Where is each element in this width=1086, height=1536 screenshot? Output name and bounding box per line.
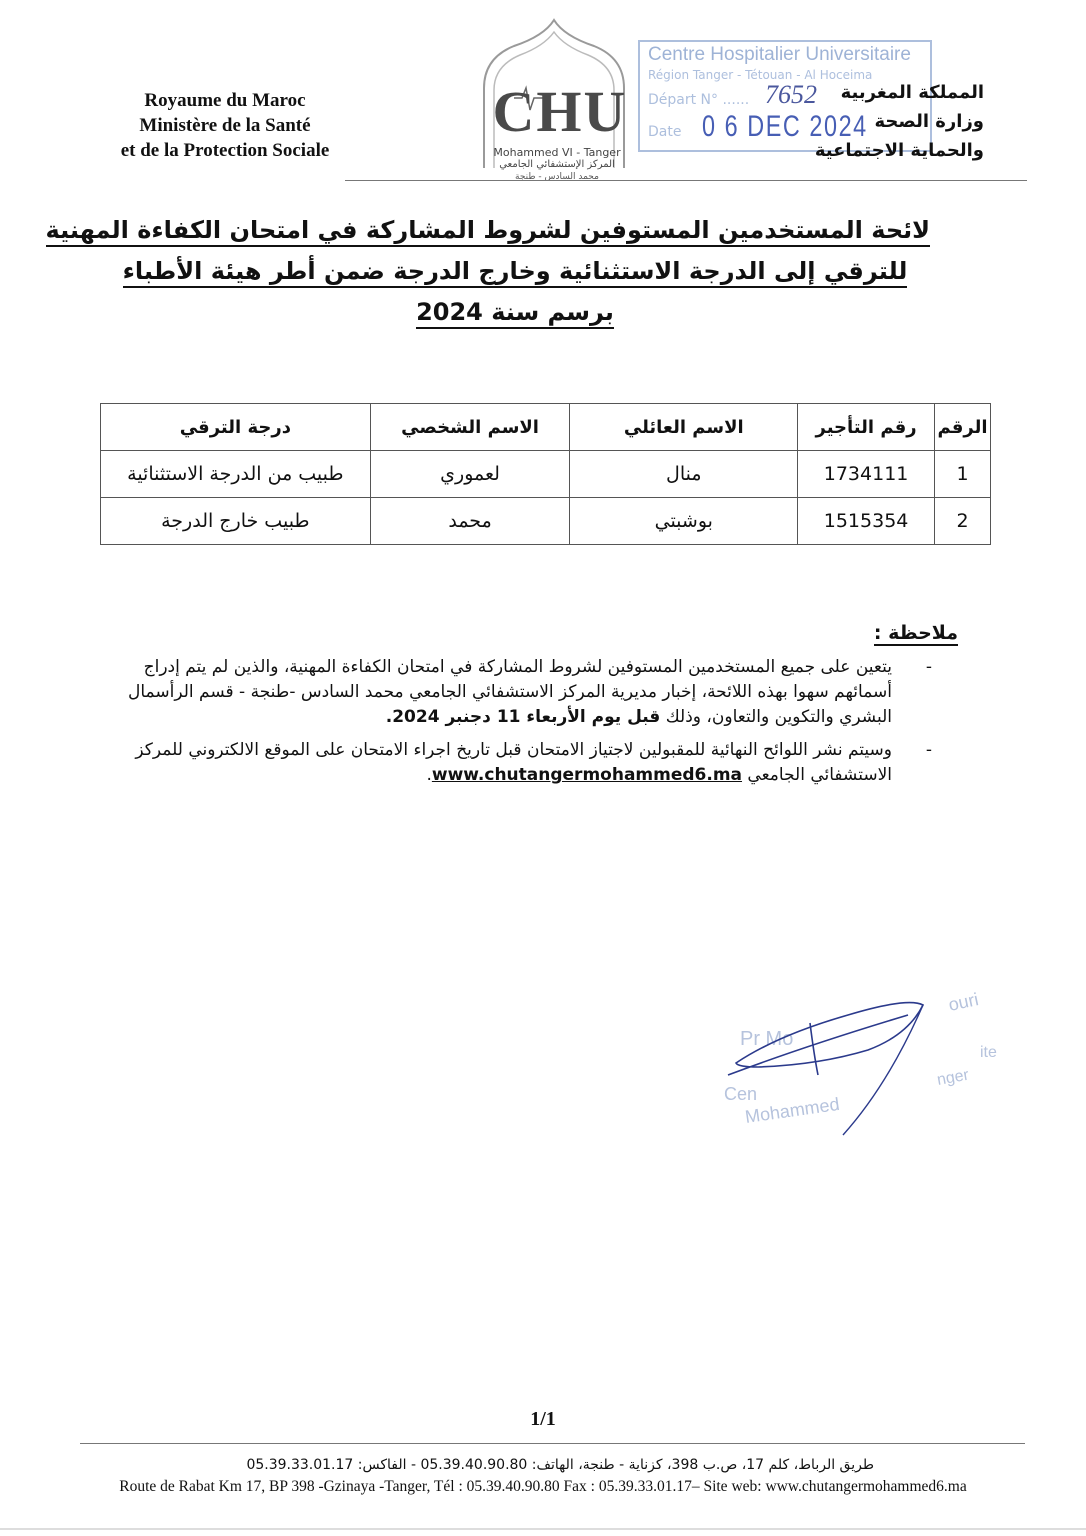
sig-stamp-line-1: Pr Mo bbox=[740, 1028, 794, 1050]
logo-subtitle-ar: المركز الإستشفائي الجامعي bbox=[499, 159, 615, 170]
stamp-line-3: Départ N° ...... bbox=[648, 92, 750, 108]
col-header-grade: درجة الترقي bbox=[101, 404, 371, 451]
cell-grade: طبيب من الدرجة الاستثنائية bbox=[101, 451, 371, 498]
footer-address-ar: طريق الرباط، كلم 17، ص.ب 398، كزناية - طنجة، الهاتف: 05.39.40.90.80 - الفاكس: 05.39.33.01.17 bbox=[246, 1457, 874, 1473]
list-dash: - bbox=[925, 657, 932, 677]
stamp-line-2: Région Tanger - Tétouan - Al Hoceima bbox=[648, 68, 873, 82]
note-item-1 bbox=[120, 655, 932, 730]
header-french bbox=[90, 88, 360, 163]
sig-stamp-line-2: Cen bbox=[724, 1084, 758, 1104]
website-link[interactable]: www.chutangermohammed6.ma bbox=[431, 765, 743, 785]
logo-subtitle-fr: Mohammed VI - Tanger bbox=[493, 146, 621, 159]
col-header-payroll: رقم التأجير bbox=[798, 404, 935, 451]
cell-grade: طبيب خارج الدرجة bbox=[101, 498, 371, 545]
table-row bbox=[101, 451, 991, 498]
stamp-date-label: Date bbox=[648, 124, 682, 140]
footer-address-fr: Route de Rabat Km 17, BP 398 -Gzinaya -Tanger, Tél : 05.39.40.90.80 Fax : 05.39.33.01.17– Site web: www.chutangermohammed6.ma bbox=[119, 1478, 967, 1495]
note-heading: ملاحظة : bbox=[873, 622, 958, 644]
cell-first-name: لعموري bbox=[370, 451, 570, 498]
note-item-2-text: وسيتم نشر اللوائح النهائية للمقبولين لاجتياز الامتحان قبل تاريخ اجراء الامتحان على الموقع الالكتروني للمركز الاستشفائي الجامعي bbox=[135, 740, 892, 785]
cell-payroll: 1515354 bbox=[798, 498, 935, 545]
cell-number: 2 bbox=[935, 498, 991, 545]
cell-first-name: محمد bbox=[370, 498, 570, 545]
header-ar-line-3: والحماية الاجتماعية bbox=[814, 140, 984, 161]
header-divider bbox=[345, 180, 1027, 181]
header-fr-line-3: et de la Protection Sociale bbox=[120, 140, 330, 161]
table-row bbox=[101, 498, 991, 545]
col-header-number: الرقم bbox=[935, 404, 991, 451]
title-line-1: لائحة المستخدمين المستوفين لشروط المشاركة في امتحان الكفاءة المهنية bbox=[46, 216, 930, 247]
header-ar-line-2: وزارة الصحة bbox=[874, 111, 984, 132]
cell-number: 1 bbox=[935, 451, 991, 498]
note-item-1-text: يتعين على جميع المستخدمين المستوفين لشروط المشاركة في امتحان الكفاءة المهنية، والذين لم يتم إدراج أسمائهم سهوا بهذه اللائحة، إخبار مديرية المركز الاستشفائي الجامعي محمد السادس -طنجة - قسم الرأسمال البشري والتكوين والتعاون، وذلك bbox=[128, 657, 892, 727]
table-header-row bbox=[101, 404, 991, 451]
col-header-first-name: الاسم الشخصي bbox=[370, 404, 570, 451]
signature-icon bbox=[718, 975, 1018, 1145]
chu-logo bbox=[474, 18, 634, 182]
header-ar-line-1: المملكة المغربية bbox=[840, 82, 984, 103]
cell-family-name: بوشبتي bbox=[570, 498, 798, 545]
header-fr-line-2: Ministère de la Santé bbox=[139, 115, 311, 136]
page-number: 1/1 bbox=[530, 1408, 556, 1430]
svg-text:ouri: ouri bbox=[946, 989, 981, 1015]
note-item-1-deadline: قبل يوم الأربعاء 11 دجنبر 2024. bbox=[385, 707, 661, 727]
note-item-2: - وسيتم نشر اللوائح النهائية للمقبولين لاجتياز الامتحان قبل تاريخ اجراء الامتحان على الموقع الالكتروني للمركز الاستشفائي الجامعي www.chutangermohammed6.ma. bbox=[135, 740, 932, 785]
header-fr-line-1: Royaume du Maroc bbox=[144, 90, 306, 111]
note-list bbox=[120, 655, 932, 796]
sig-stamp-line-3: Mohammed bbox=[743, 1093, 841, 1127]
col-header-family-name: الاسم العائلي bbox=[570, 404, 798, 451]
logo-text: CHU bbox=[492, 79, 628, 144]
candidates-table bbox=[100, 403, 991, 545]
footer-divider bbox=[80, 1443, 1025, 1444]
list-dash: - bbox=[925, 740, 932, 760]
stamp-number: 7652 bbox=[765, 80, 817, 109]
signature-stamp bbox=[718, 975, 1018, 1145]
logo-subtitle-ar-2: محمد السادس - طنجة bbox=[515, 172, 599, 182]
title-line-2: للترقي إلى الدرجة الاستثنائية وخارج الدرجة ضمن أطر هيئة الأطباء bbox=[123, 257, 908, 288]
title-line-3: برسم سنة 2024 bbox=[416, 298, 614, 329]
stamp-date: 0 6 DEC 2024 bbox=[702, 110, 868, 143]
cell-family-name: منال bbox=[570, 451, 798, 498]
svg-text:nger: nger bbox=[935, 1066, 971, 1089]
cell-payroll: 1734111 bbox=[798, 451, 935, 498]
header-arabic bbox=[814, 78, 984, 165]
stamp-line-1: Centre Hospitalier Universitaire bbox=[648, 44, 911, 65]
svg-text:ite: ite bbox=[980, 1044, 997, 1061]
document-title bbox=[45, 210, 930, 333]
scan-edge bbox=[0, 1528, 1086, 1530]
